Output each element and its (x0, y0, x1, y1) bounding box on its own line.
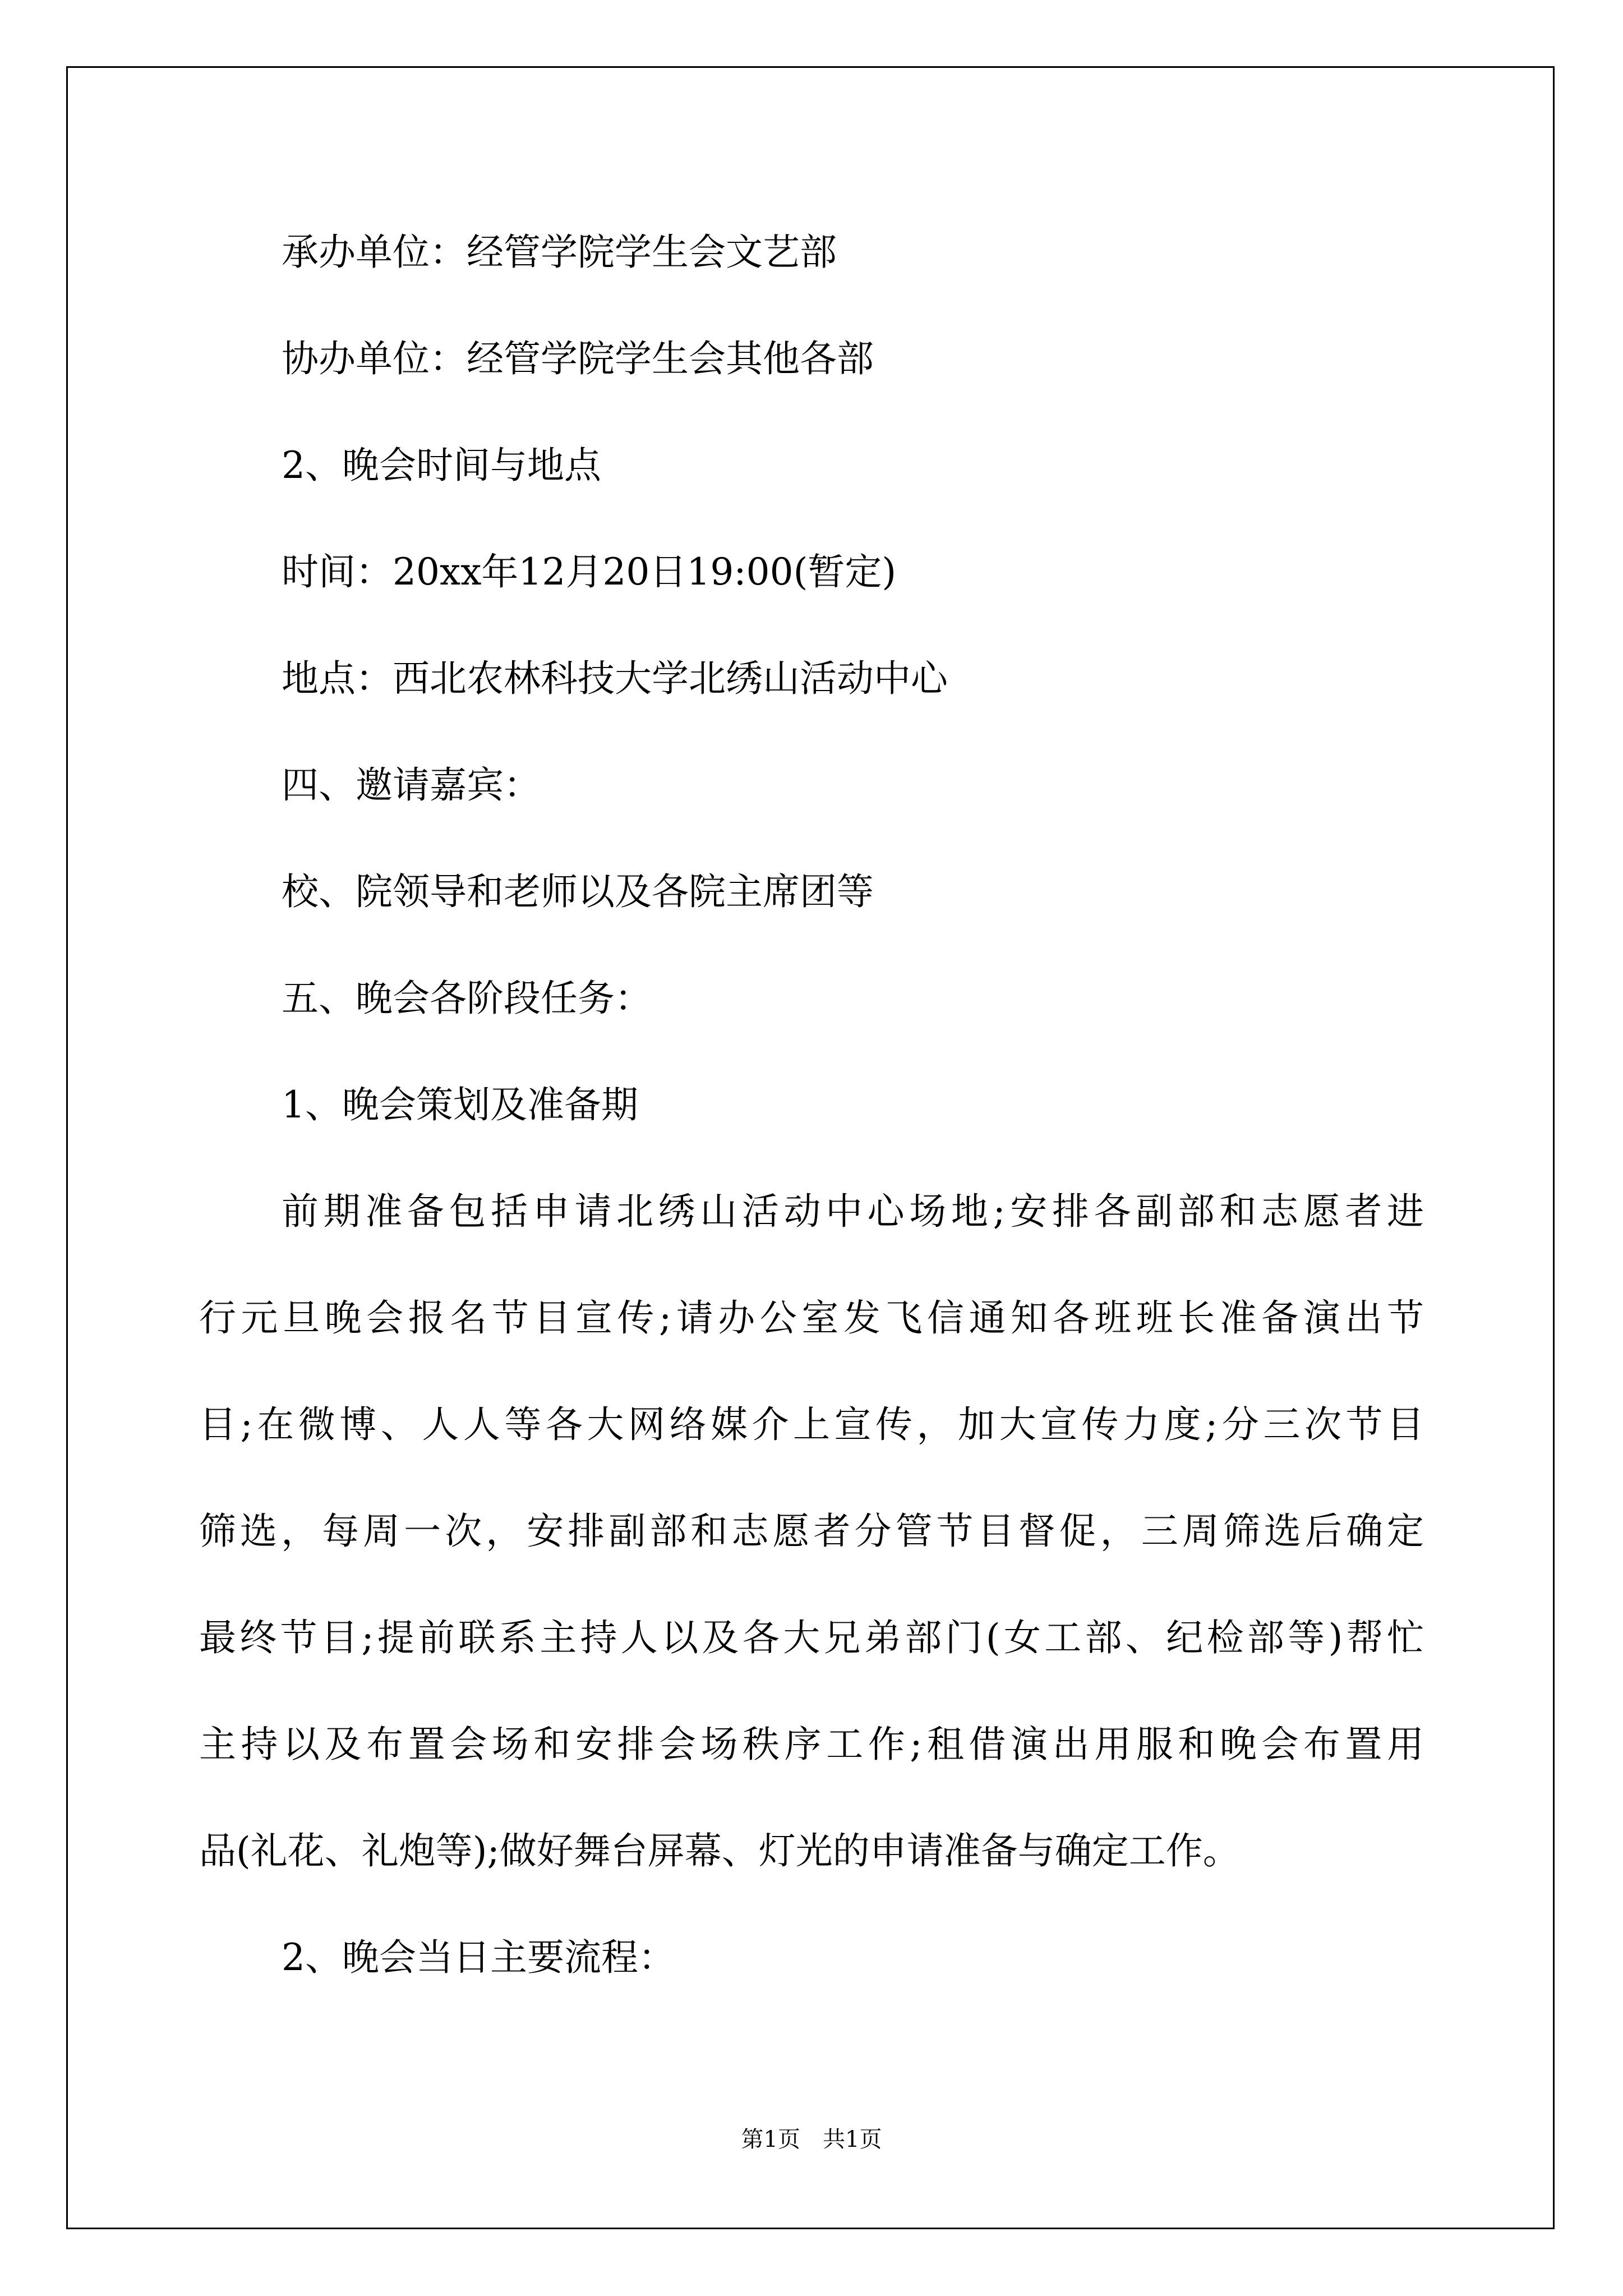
paragraph-line: 最终节目;提前联系主持人以及各大兄弟部门(女工部、纪检部等)帮忙 (199, 1616, 1424, 1659)
section-heading-guests: 四、邀请嘉宾： (282, 763, 541, 807)
section-heading-tasks: 五、晚会各阶段任务： (282, 977, 652, 1020)
subsection-heading-preparation: 1、晚会策划及准备期 (282, 1083, 638, 1126)
subsection-heading-day-process: 2、晚会当日主要流程： (282, 1936, 675, 1979)
paragraph-line: 主持以及布置会场和安排会场秩序工作;租借演出用服和晚会布置用 (199, 1723, 1424, 1766)
event-time-line: 时间：20xx年12月20日19:00(暂定) (282, 550, 897, 593)
paragraph-line: 前期准备包括申请北绣山活动中心场地;安排各副部和志愿者进 (282, 1190, 1424, 1233)
page-border (66, 66, 1555, 2229)
paragraph-line: 目;在微博、人人等各大网络媒介上宣传，加大宣传力度;分三次节目 (199, 1403, 1424, 1446)
organizer-line: 承办单位：经管学院学生会文艺部 (282, 231, 837, 274)
section-heading-time-place: 2、晚会时间与地点 (282, 444, 601, 487)
paragraph-line: 筛选，每周一次，安排副部和志愿者分管节目督促，三周筛选后确定 (199, 1510, 1424, 1553)
page-footer: 第1页 共1页 (741, 2127, 882, 2152)
paragraph-line: 品(礼花、礼炮等);做好舞台屏幕、灯光的申请准备与确定工作。 (199, 1829, 1240, 1872)
guests-line: 校、院领导和老师以及各院主席团等 (282, 870, 874, 913)
paragraph-line: 行元旦晚会报名节目宣传;请办公室发飞信通知各班班长准备演出节 (199, 1296, 1424, 1340)
event-place-line: 地点：西北农林科技大学北绣山活动中心 (282, 657, 948, 700)
co-organizer-line: 协办单位：经管学院学生会其他各部 (282, 337, 874, 380)
